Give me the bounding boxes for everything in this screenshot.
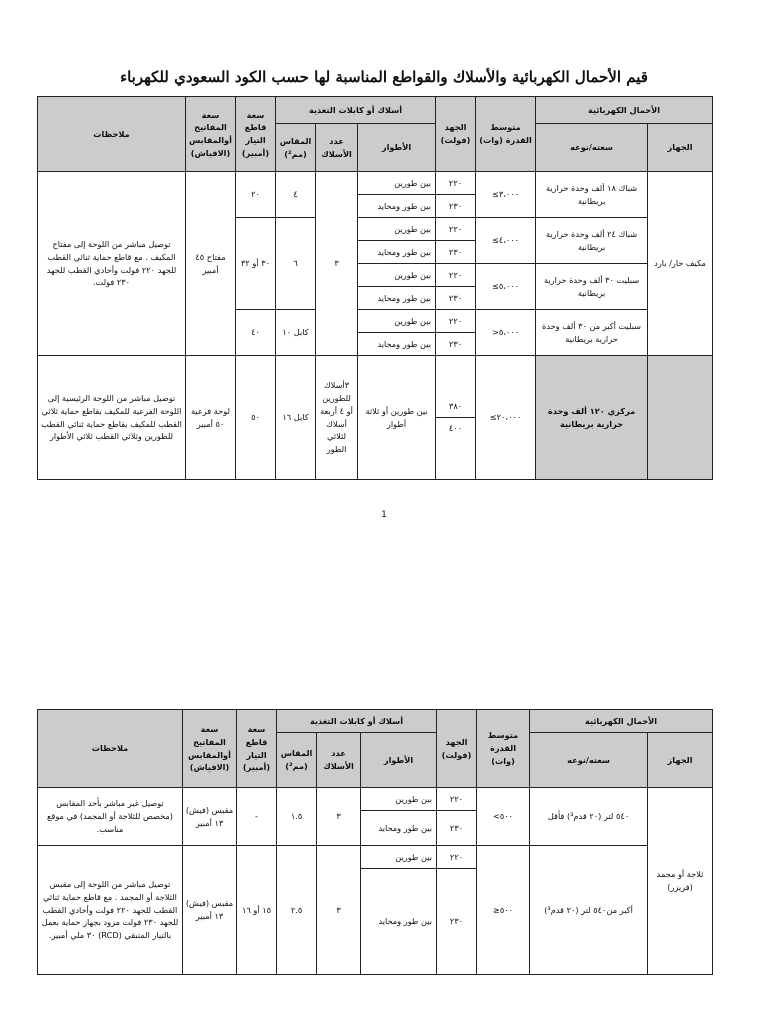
central-note: توصيل مباشر من اللوحة الرئيسية إلى اللوحة الفرعية للمكيف بقاطع حماية ثلاثي القطب للمكيف بقاطع حماية ثنائي القطب للطورين وثلاثي القطب ثلاثي الأطوار — [38, 356, 186, 480]
voltage-cell: ٢٢٠ — [436, 310, 476, 333]
fridge-size-2: ٢.٥ — [277, 846, 317, 975]
header-wire-count: عدد الأسلاك — [316, 124, 358, 172]
header-breaker: سعة قاطع التيار (أمبير) — [236, 97, 276, 172]
central-device-blank — [648, 356, 713, 480]
page-number: 1 — [381, 510, 387, 520]
header-notes: ملاحظات — [38, 97, 186, 172]
ac-power-3: ٥،٠٠٠≥ — [476, 264, 536, 310]
phase-cell: بين طور ومحايد — [358, 333, 436, 356]
fridge-size-1: ١.٥ — [277, 788, 317, 846]
fridge-note-2: توصيل مباشر من اللوحة إلى مقبس الثلاجة أو المجمد . مع قاطع حماية ثنائي القطب للجهد ٢٢٠ فولت وأحادي القطب للجهد ٢٣٠ فولت مزود بجهاز حماية بعمل بالتيار المتبقي (RCD) ٣٠ ملي أمبير. — [38, 846, 183, 975]
voltage-400: ٤٠٠ — [436, 417, 475, 435]
voltage-cell: ٢٣٠ — [437, 811, 477, 846]
device-ac: مكيف حار/ بارد — [648, 172, 713, 356]
fridge-power-1: ٥٠٠> — [477, 788, 530, 846]
header-phases: الأطوار — [361, 733, 437, 788]
central-size: كابل ١٦ — [276, 356, 316, 480]
header-wire-count: عدد الأسلاك — [317, 733, 361, 788]
header-capacity-type: سعته/نوعه — [530, 733, 648, 788]
ac-type-2: شباك ٢٤ ألف وحدة حرارية بريطانية — [536, 218, 648, 264]
header-wires-cables: أسلاك أو كابلات التغذية — [277, 710, 437, 733]
voltage-cell: ٢٣٠ — [436, 333, 476, 356]
ac-type-4: سبليت أكبر من ٣٠ ألف وحدة حرارية بريطانية — [536, 310, 648, 356]
breaker-r4: ٤٠ — [236, 310, 276, 356]
phase-cell: بين طور ومحايد — [361, 869, 437, 975]
header-electrical-loads: الأحمال الكهربائية — [536, 97, 713, 124]
fridge-switch-1: مقبس (فيش) ١٣ أمبير — [183, 788, 237, 846]
fridge-wires-1: ٣ — [317, 788, 361, 846]
phase-cell: بين طورين — [358, 310, 436, 333]
phase-cell: بين طور ومحايد — [358, 287, 436, 310]
header-device: الجهاز — [648, 733, 713, 788]
size-r1: ٤ — [276, 172, 316, 218]
voltage-cell: ٢٣٠ — [436, 287, 476, 310]
device-fridge: ثلاجة أو مجمد (فريزر) — [648, 788, 713, 975]
header-voltage: الجهد (فولت) — [436, 97, 476, 172]
ac-type-3: سبليت ٣٠ ألف وحدة حرارية بريطانية — [536, 264, 648, 310]
voltage-380: ٣٨٠ — [448, 401, 463, 412]
central-type: مركزي ١٢٠ ألف وحدة حرارية بريطانية — [536, 356, 648, 480]
phase-cell: بين طورين — [361, 846, 437, 869]
ac-power-2: ٤،٠٠٠≥ — [476, 218, 536, 264]
phase-cell: بين طورين — [361, 788, 437, 811]
phase-cell: بين طور ومحايد — [361, 811, 437, 846]
fridge-power-2: ٥٠٠≤ — [477, 846, 530, 975]
voltage-cell: ٢٢٠ — [437, 788, 477, 811]
voltage-cell: ٢٣٠ — [437, 869, 477, 975]
phase-cell: بين طورين — [358, 172, 436, 195]
voltage-cell: ٢٢٠ — [436, 172, 476, 195]
header-electrical-loads: الأحمال الكهربائية — [530, 710, 713, 733]
central-phases: بين طورين أو ثلاثة أطوار — [358, 356, 436, 480]
header-size: المقاس (مم²) — [276, 124, 316, 172]
voltage-cell: ٢٢٠ — [436, 218, 476, 241]
header-switch: سعة المفاتيح أوالمقابس (الافياش) — [186, 97, 236, 172]
phase-cell: بين طور ومحايد — [358, 241, 436, 264]
header-avg-power: متوسط القدرة (وات) — [476, 97, 536, 172]
phase-cell: بين طورين — [358, 218, 436, 241]
ac-power-1: ٣،٠٠٠≥ — [476, 172, 536, 218]
central-breaker: ٥٠ — [236, 356, 276, 480]
header-capacity-type: سعته/نوعه — [536, 124, 648, 172]
fridge-switch-2: مقبس (فيش) ١٣ أمبير — [183, 846, 237, 975]
voltage-cell: ٢٣٠ — [436, 241, 476, 264]
header-switch: سعة المفاتيح أوالمقابس (الافياش) — [183, 710, 237, 788]
page-title: قيم الأحمال الكهربائية والأسلاك والقواطع المناسبة لها حسب الكود السعودي للكهرباء — [120, 68, 648, 86]
fridge-breaker-1: - — [237, 788, 277, 846]
fridge-loads-table — [37, 709, 713, 975]
central-power: ٢٠،٠٠٠≥ — [476, 356, 536, 480]
phase-cell: بين طور ومحايد — [358, 195, 436, 218]
ac-type-1: شباك ١٨ ألف وحدة حرارية بريطانية — [536, 172, 648, 218]
wire-count-main: ٣ — [316, 172, 358, 356]
size-r23: ٦ — [276, 218, 316, 310]
central-wires: ٣أسلاك للطورين أو ٤ أربعة أسلاك لثلاثي الطور — [316, 356, 358, 480]
fridge-breaker-2: ١٥ أو ١٦ — [237, 846, 277, 975]
header-voltage: الجهد (فولت) — [437, 710, 477, 788]
note-main: توصيل مباشر من اللوحة إلى مفتاح المكيف . مع قاطع حماية ثنائي القطب للجهد ٢٢٠ فولت وأحادي القطب للجهد ٢٣٠ فولت. — [38, 172, 186, 356]
phase-cell: بين طورين — [358, 264, 436, 287]
ac-loads-table — [37, 96, 713, 480]
fridge-type-1: ٥٤٠ لتر (٢٠ قدم³) فأقل — [530, 788, 648, 846]
header-breaker: سعة قاطع التيار (أمبير) — [237, 710, 277, 788]
header-phases: الأطوار — [358, 124, 436, 172]
header-device: الجهاز — [648, 124, 713, 172]
voltage-cell: ٢٢٠ — [436, 264, 476, 287]
ac-power-4: ٥،٠٠٠< — [476, 310, 536, 356]
size-r4: كابل ١٠ — [276, 310, 316, 356]
switch-main: مفتاح ٤٥ أمبير — [186, 172, 236, 356]
voltage-cell: ٢٢٠ — [437, 846, 477, 869]
header-avg-power: متوسط القدرة (وات) — [477, 710, 530, 788]
fridge-type-2: أكبر من٥٤٠ لتر (٢٠ قدم³) — [530, 846, 648, 975]
voltage-cell: ٢٣٠ — [436, 195, 476, 218]
header-size: المقاس (مم²) — [277, 733, 317, 788]
header-notes: ملاحظات — [38, 710, 183, 788]
central-voltage — [436, 356, 476, 480]
breaker-r23: ٣٠ أو ٣٢ — [236, 218, 276, 310]
header-wires-cables: أسلاك أو كابلات التغذية — [276, 97, 436, 124]
central-switch: لوحة فرعية ٥٠ أمبير — [186, 356, 236, 480]
breaker-r1: ٢٠ — [236, 172, 276, 218]
fridge-wires-2: ٣ — [317, 846, 361, 975]
fridge-note-1: توصيل غير مباشر بأحد المقابس (مخصص للثلاجة أو المجمد) في موقع مناسب. — [38, 788, 183, 846]
